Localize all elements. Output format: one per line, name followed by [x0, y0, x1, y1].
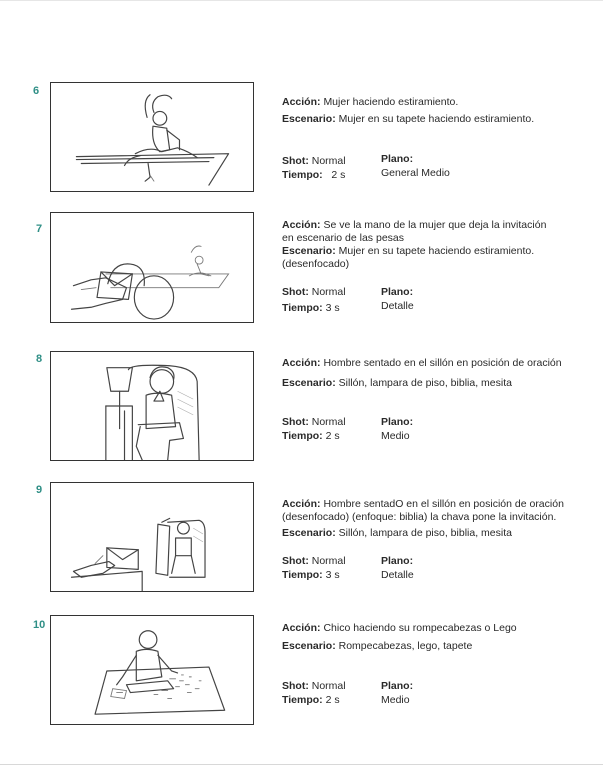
plano-info	[381, 679, 413, 707]
accion-label: Acción:	[282, 357, 321, 369]
scene-number: 10	[33, 619, 46, 631]
accion-label: Acción:	[282, 498, 321, 510]
accion-label: Acción:	[282, 622, 321, 634]
shot-timing	[282, 415, 346, 443]
tiempo-value: 2 s	[331, 169, 346, 181]
shot-label: Shot:	[282, 286, 309, 298]
shot-label: Shot:	[282, 416, 309, 428]
sketch-frame	[50, 482, 254, 592]
escenario-text: Sillón, lampara de piso, biblia, mesita	[338, 377, 512, 389]
tiempo-label: Tiempo:	[282, 430, 323, 442]
sketch-frame	[50, 351, 254, 461]
shot-timing	[282, 154, 346, 182]
tiempo-label: Tiempo:	[282, 694, 323, 706]
tiempo-value: 2 s	[325, 694, 340, 706]
accion-text: Hombre sentadO en el sillón en posición de oración	[323, 498, 564, 510]
accion-text-continued: (desenfocado) (enfoque: biblia) la chava pone la invitación.	[282, 511, 557, 523]
shot-value: Normal	[311, 155, 346, 167]
accion-text: Se ve la mano de la mujer que deja la invitación	[323, 219, 547, 231]
tiempo-label: Tiempo:	[282, 569, 323, 581]
plano-value: Medio	[381, 430, 410, 442]
woman-stretching-sketch	[51, 83, 253, 191]
shot-value: Normal	[311, 680, 346, 692]
plano-label: Plano:	[381, 416, 414, 428]
scene-description	[282, 622, 592, 653]
accion-label: Acción:	[282, 219, 321, 231]
man-praying-sketch	[51, 352, 253, 460]
sketch-frame	[50, 82, 254, 192]
storyboard-scene	[0, 482, 603, 602]
shot-timing	[282, 679, 346, 707]
tiempo-value: 3 s	[325, 569, 340, 581]
escenario-label: Escenario:	[282, 377, 336, 389]
sketch-frame	[50, 615, 254, 725]
accion-text: Mujer haciendo estiramiento.	[323, 96, 459, 108]
accion-text: Hombre sentado en el sillón en posición de oración	[323, 357, 562, 369]
invitation-bible-sketch	[51, 483, 253, 591]
plano-info	[381, 285, 414, 313]
page-top-rule	[0, 0, 603, 1]
plano-info	[381, 554, 414, 582]
plano-value: General Medio	[381, 167, 450, 179]
sketch-frame	[50, 212, 254, 323]
scene-description	[282, 219, 592, 271]
escenario-label: Escenario:	[282, 640, 336, 652]
boy-puzzle-sketch	[51, 616, 253, 724]
accion-text-continued: en escenario de las pesas	[282, 232, 404, 244]
scene-description	[282, 498, 592, 540]
storyboard-scene	[0, 351, 603, 471]
plano-label: Plano:	[381, 153, 414, 165]
plano-label: Plano:	[381, 286, 414, 298]
shot-value: Normal	[311, 555, 346, 567]
tiempo-label: Tiempo:	[282, 302, 323, 314]
shot-label: Shot:	[282, 555, 309, 567]
hand-invitation-sketch	[51, 213, 253, 322]
escenario-text: Sillón, lampara de piso, biblia, mesita	[338, 527, 512, 539]
shot-value: Normal	[311, 286, 346, 298]
scene-number: 8	[36, 353, 43, 365]
scene-number: 7	[36, 223, 43, 235]
storyboard-scene	[0, 82, 603, 202]
scene-number: 6	[33, 85, 40, 97]
storyboard-scene	[0, 615, 603, 735]
escenario-label: Escenario:	[282, 245, 336, 257]
accion-label: Acción:	[282, 96, 321, 108]
page-bottom-rule	[0, 764, 603, 765]
escenario-text: Rompecabezas, lego, tapete	[338, 640, 473, 652]
escenario-text: Mujer en su tapete haciendo estiramiento.	[338, 245, 535, 257]
storyboard-scene	[0, 212, 603, 332]
plano-label: Plano:	[381, 555, 414, 567]
plano-value: Medio	[381, 694, 410, 706]
escenario-text: Mujer en su tapete haciendo estiramiento.	[338, 113, 535, 125]
shot-timing	[282, 554, 346, 582]
shot-timing	[282, 285, 346, 315]
shot-value: Normal	[311, 416, 346, 428]
scene-description	[282, 96, 592, 126]
tiempo-value: 2 s	[325, 430, 340, 442]
scene-number: 9	[36, 484, 43, 496]
tiempo-label: Tiempo:	[282, 169, 323, 181]
plano-value: Detalle	[381, 569, 414, 581]
plano-label: Plano:	[381, 680, 414, 692]
plano-info	[381, 152, 450, 180]
scene-description	[282, 357, 592, 390]
escenario-label: Escenario:	[282, 527, 336, 539]
escenario-text-continued: (desenfocado)	[282, 258, 350, 270]
escenario-label: Escenario:	[282, 113, 336, 125]
shot-label: Shot:	[282, 680, 309, 692]
plano-info	[381, 415, 413, 443]
accion-text: Chico haciendo su rompecabezas o Lego	[323, 622, 517, 634]
tiempo-value: 3 s	[325, 302, 340, 314]
plano-value: Detalle	[381, 300, 414, 312]
shot-label: Shot:	[282, 155, 309, 167]
